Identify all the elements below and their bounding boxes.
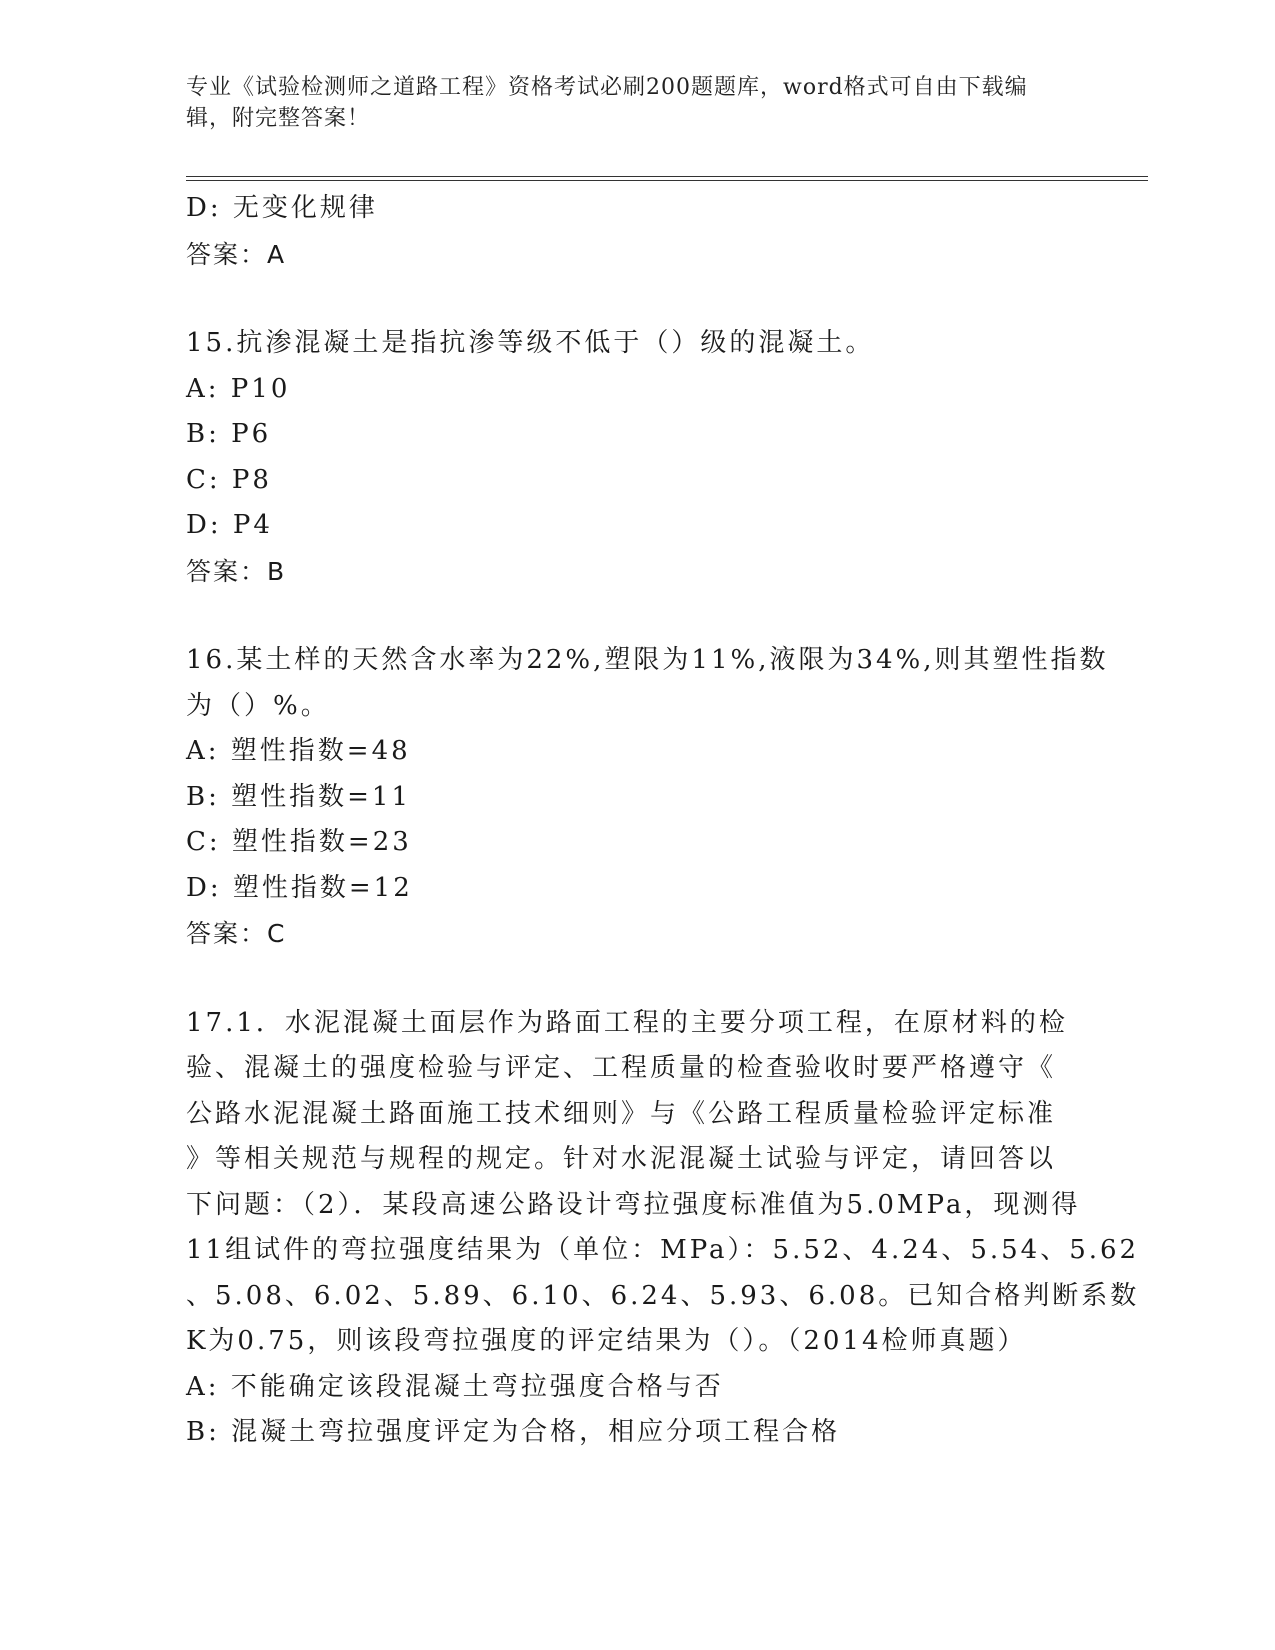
q14-answer: 答案：A bbox=[186, 239, 287, 269]
q15-option-c: C: P8 bbox=[186, 464, 272, 495]
q16-option-b: B: 塑性指数=11 bbox=[186, 781, 412, 812]
spacer bbox=[186, 957, 1086, 1001]
q17-stem-line: 公路水泥混凝土路面施工技术细则》与《公路工程质量检验评定标准 bbox=[186, 1098, 1057, 1129]
header-divider bbox=[186, 176, 1148, 181]
q17-stem-line: 、5.08、6.02、5.89、6.10、6.24、5.93、6.08。已知合格判断系数 bbox=[186, 1280, 1140, 1311]
q17-stem-line: 17.1．水泥混凝土面层作为路面工程的主要分项工程，在原材料的检 bbox=[186, 1007, 1068, 1038]
q17-stem-line: K为0.75，则该段弯拉强度的评定结果为（）。（2014检师真题） bbox=[186, 1326, 1027, 1356]
q17-stem-line: 验、混凝土的强度检验与评定、工程质量的检查验收时要严格遵守《 bbox=[186, 1053, 1057, 1083]
q15-option-a: A: P10 bbox=[186, 373, 291, 404]
q16-stem-line-2: 为（）%。 bbox=[186, 690, 330, 721]
q15-option-d: D: P4 bbox=[186, 510, 273, 540]
q16-answer: 答案：C bbox=[186, 919, 287, 948]
q16-option-c: C: 塑性指数=23 bbox=[186, 827, 412, 857]
page-header: 专业《试验检测师之道路工程》资格考试必刷200题题库，word格式可自由下载编辑，附完整答案！ bbox=[186, 75, 1028, 131]
q16-stem-line-1: 16.某土样的天然含水率为22%,塑限为11%,液限为34%,则其塑性指数 bbox=[186, 645, 1109, 675]
q14-option-d: D: 无变化规律 bbox=[186, 193, 378, 223]
spacer bbox=[186, 277, 1086, 321]
q17-stem-line: 下问题：（2）．某段高速公路设计弯拉强度标准值为5.0MPa，现测得 bbox=[186, 1189, 1081, 1220]
q15-option-b: B: P6 bbox=[186, 419, 272, 449]
question-content bbox=[186, 186, 1140, 1456]
q17-stem bbox=[186, 1001, 1140, 1365]
q17-stem-line: 》等相关规范与规程的规定。针对水泥混凝土试验与评定，请回答以 bbox=[186, 1144, 1057, 1174]
q15-stem: 15.抗渗混凝土是指抗渗等级不低于（）级的混凝土。 bbox=[186, 328, 875, 358]
q17-option-b: B: 混凝土弯拉强度评定为合格，相应分项工程合格 bbox=[186, 1417, 841, 1447]
spacer bbox=[186, 594, 1086, 638]
q17-option-a: A: 不能确定该段混凝土弯拉强度合格与否 bbox=[186, 1371, 724, 1402]
q16-option-d: D: 塑性指数=12 bbox=[186, 872, 413, 903]
q16-option-a: A: 塑性指数=48 bbox=[186, 736, 411, 766]
q15-answer: 答案：B bbox=[186, 556, 287, 586]
q17-stem-line: 11组试件的弯拉强度结果为（单位：MPa）：5.52、4.24、5.54、5.62 bbox=[186, 1235, 1140, 1265]
